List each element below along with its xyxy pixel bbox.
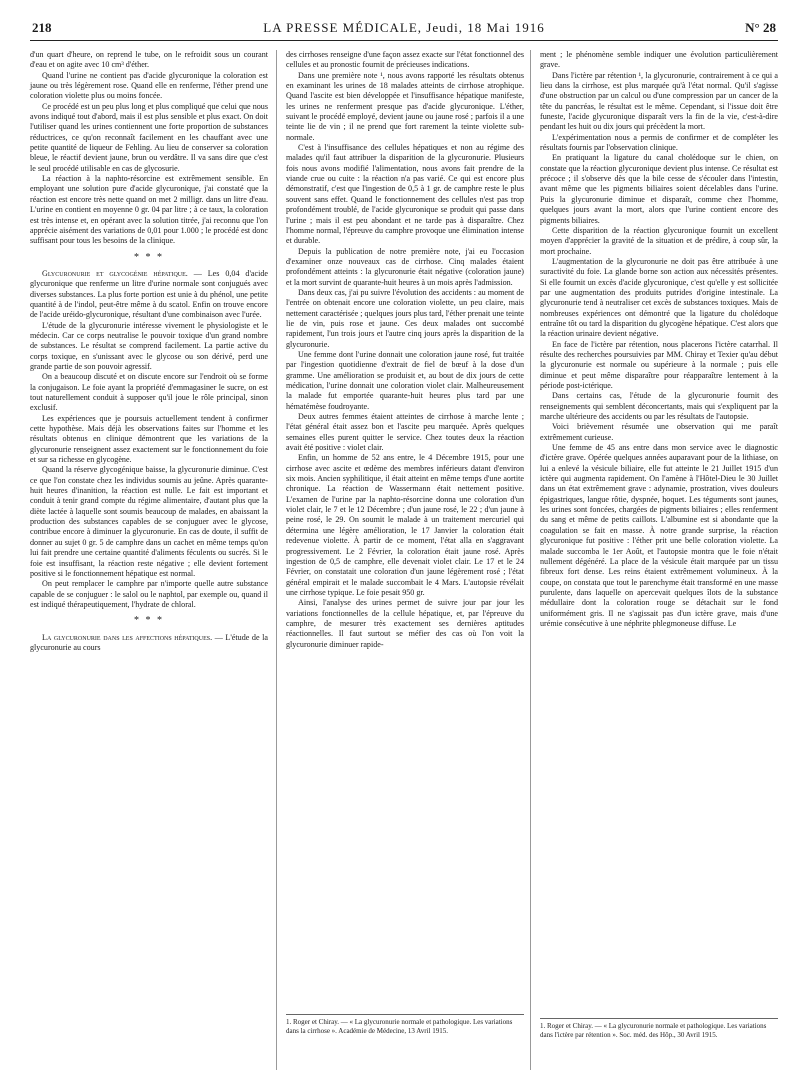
section-paragraph: Glycuronurie et glycogénie hépatique. — Les 0,04 d'acide glycuronique que renferme un litre d'urine normale sont conjugués avec diverses substances. La plus forte portion est unie à du phénol, une petite quantité à de l'indol, peut-être même à du scatol. Enfin on trouve encore de l'acide uréido-glycuronique, résultant d'une combinaison avec l'urée. [30, 268, 268, 320]
section-paragraph: La glycuronurie dans les affections hépatiques. — L'étude de la glycuronurie au cours [30, 632, 268, 652]
paragraph: des cirrhoses renseigne d'une façon assez exacte sur l'état fonctionnel des cellules et au pronostic fournit de précieuses indications. [286, 50, 524, 70]
column-rule [276, 50, 277, 1070]
paragraph: On peut remplacer le camphre par n'importe quelle autre substance capable de se conjuguer : le salol ou le naphtol, par exemple ou, quand il est indiqué thérapeutiquement, l'hydrate de chloral. [30, 579, 268, 609]
page-header [30, 18, 778, 41]
paragraph: En pratiquant la ligature du canal cholédoque sur le chien, on constate que la réaction glycuronique devient plus intense. Ce résultat est précoce ; il s'observe dès que la bile cesse de s'écouler dans l'intestin, avant même que les pigments biliaires soient décelables dans l'urine. Puis la glycuronurie diminue et disparaît, comme chez l'homme, quelques jours avant la mort, alors que l'urine contient encore des pigments biliaires. [540, 153, 778, 225]
column-3 [540, 50, 778, 1070]
paragraph: Dans certains cas, l'étude de la glycuronurie fournit des renseignements qui semblent déconcertants, mais qui s'expliquent par la marche ultérieure des accidents ou par les résultats de l'autopsie. [540, 391, 778, 422]
paragraph: L'augmentation de la glycuronurie ne doit pas être attribuée à une suractivité du foie. La glande borne son action aux nécessités présentes. Si elle fournit un excès d'acide glycuronique, c'est qu'elle y est sollicitée par une augmentation des produits putrides d'origine intestinale. La glycuronurie tend à neutraliser cet excès de substances toxiques. Mais de nombreuses expériences ont démontré que la ligature du cholédoque entraîne tôt ou tard la disparition du glycogène hépatique. C'est alors que la réaction urinaire devient négative. [540, 256, 778, 339]
paragraph: L'expérimentation nous a permis de confirmer et de compléter les résultats fournis par l'observation clinique. [540, 132, 778, 153]
paragraph: On a beaucoup discuté et on discute encore sur l'endroit où se forme la conjugaison. Le foie ayant la propriété d'emmagasiner le sucre, on est tout naturellement conduit à supposer qu'il joue le rôle principal, sinon exclusif. [30, 372, 268, 413]
column-2 [286, 50, 524, 1070]
paragraph: Les expériences que je poursuis actuellement tendent à confirmer cette hypothèse. Mais déjà les observations faites sur l'homme et les résultats obtenus en clinique démontrent que les variations de la glycuronurie renseignent assez exactement sur le fonctionnement du foie et sur sa richesse en glycogène. [30, 413, 268, 465]
paragraph: Une femme dont l'urine donnait une coloration jaune rosé, fut traitée par l'ingestion quotidienne d'extrait de fiel de bœuf à la dose d'un gramme. Une amélioration se produisit et, au bout de dix jours de cette médication, l'urine donnait une coloration violet clair. Malheureusement la malade fut emportée quarante-huit heures plus tard par une hématémèse foudroyante. [286, 349, 524, 411]
section-heading: Glycuronurie et glycogénie hépatique. [42, 268, 188, 278]
paragraph: Cette disparition de la réaction glycuronique fournit un excellent moyen d'apprécier la gravité de la situation et de prédire, à coup sûr, la mort prochaine. [540, 225, 778, 256]
page-number: 218 [32, 20, 52, 35]
paragraph: C'est à l'insuffisance des cellules hépatiques et non au régime des malades qu'il faut attribuer la disparition de la glycuronurie. Plusieurs fois nous avons modifié l'alimentation, nous avons fait prendre de la viande crue ou cuite : la réaction n'a pas varié. Ce qui est encore plus démonstratif, c'est que l'ingestion de 0,5 à 1 gr. de camphre reste le plus souvent sans effet. Quand le fonctionnement des cellules n'est pas trop profondément troublé, de l'acide glycuronique se produit qui passe dans l'urine ; mais il est peu abondant et ne tarde pas à disparaître. Chez l'homme normal, l'épreuve du camphre provoque une élimination intense et durable. [286, 143, 524, 246]
paragraph: L'étude de la glycuronurie intéresse vivement le physiologiste et le médecin. Car ce corps neutralise le pouvoir toxique d'un grand nombre de substances. Le résultat se comprend facilement. La partie active du corps toxique, en s'unissant avec le glycose ou son dérivé, perd une grande partie de son pouvoir agressif. [30, 320, 268, 371]
paragraph: Une femme de 45 ans entre dans mon service avec le diagnostic d'ictère grave. Opérée quelques années auparavant pour de la lithiase, on lui a enlevé la vésicule biliaire, elle fut atteinte le 21 Juillet 1915 d'un ictère qui augmenta rapidement. On l'amène à l'Hôtel-Dieu le 30 Juillet dans un état extrêmement grave : adynamie, prostration, vives douleurs épigastriques, langue rôtie, dyspnée, hoquet. Les téguments sont jaunes, les urines sont foncées, chargées de pigments biliaires ; elles renferment du sang et même de petits caillots. L'albumine est si abondante que la coagulation se fait en masse. À notre grande surprise, la réaction glycuronique fut positive : l'éther prit une belle coloration violette. La malade succomba le 1er Août, et l'autopsie montra que le foie n'était nullement dégénéré. La place de la vésicule était marquée par un tissu fibreux fort dense. Les reins étaient extrêmement volumineux. À la coupe, on constata que tout le parenchyme était transformé en une masse purulente, dans laquelle on apercevait quelques îlots de la substance médullaire dont la coloration rouge se détachait sur le fond uniformément gris. Il ne s'agissait pas d'un ictère grave, mais d'une urémie consécutive à une néphrite phlegmoneuse diffuse. Le [540, 443, 778, 628]
paragraph: Quand la réserve glycogénique baisse, la glycuronurie diminue. C'est ce que l'on constate chez les individus soumis au jeûne. Après quarante-huit heures d'inanition, la réaction est nulle. Le fait est important et conduit à tenir grand compte du régime alimentaire, d'autant plus que la diète lactée à laquelle sont soumis beaucoup de malades, en abaissant la production des substances capables de se conjuguer avec le glycose, contribue encore à diminuer la glycuronurie. En cas de doute, il suffit de donner au sujet 0 gr. 5 de camphre dans un cachet en même temps qu'on lui fait prendre une certaine quantité d'aliments féculents ou sucrés. Si le foie est insuffisant, la réaction reste négative ; elle devient fortement positive si le fonctionnement hépatique est normal. [30, 465, 268, 578]
paragraph: Depuis la publication de notre première note, j'ai eu l'occasion d'examiner onze nouveaux cas de cirrhose. Cinq malades étaient profondément atteints : la glycuronurie était négative (coloration jaune) et la mort survint de quarante-huit heures à un mois après l'admission. [286, 246, 524, 287]
section-separator: * * * [134, 251, 164, 263]
footnote: 1. Roger et Chiray. — « La glycuronurie normale et pathologique. Les variations dans l'ictère par rétention ». Soc. méd. des Hôp., 30 Avril 1915. [540, 1018, 778, 1039]
paragraph: Deux autres femmes étaient atteintes de cirrhose à marche lente ; l'état général était assez bon et l'ascite peu marquée. Après quelques semaines elles purent quitter le service. Chez toutes deux la réaction avait été positive : violet clair. [286, 412, 524, 453]
journal-title: LA PRESSE MÉDICALE, Jeudi, 18 Mai 1916 [263, 20, 545, 35]
paragraph: Ce procédé est un peu plus long et plus compliqué que celui que nous avons indiqué tout d'abord, mais il est plus sensible et plus exact. On doit l'utiliser quand les urines contiennent une forte proportion de substances réductrices, ce qu'on reconnaît facilement en les chauffant avec une petite quantité de liqueur de Fehling. Au lieu de conserver sa coloration bleue, le réactif devient jaune, brun ou verdâtre. Il va sans dire que c'est le seul procédé utilisable en cas de glycosurie. [30, 101, 268, 173]
paragraph: Dans l'ictère par rétention ¹, la glycuronurie, contrairement à ce qui a lieu dans la cirrhose, est plus marquée qu'à l'état normal. Qu'il s'agisse d'une obstruction par un calcul ou d'une compression par un cancer de la tête du pancréas, le résultat est le même. Cependant, si l'issue doit être funeste, l'acide glycuronique disparaît vers la fin de la vie, c'est-à-dire pendant les huit ou dix jours qui précèdent la mort. [540, 70, 778, 132]
paragraph: Ainsi, l'analyse des urines permet de suivre jour par jour les variations fonctionnelles de la cellule hépatique, et, par l'épreuve du camphre, de mesurer très exactement ses dernières aptitudes réactionnelles. Il faut surtout se méfier des cas où l'on voit la glycuronurie diminuer rapide- [286, 598, 524, 649]
issue-number: N° 28 [745, 20, 776, 35]
column-rule [530, 50, 531, 1070]
paragraph: Voici brièvement résumée une observation qui me paraît extrêmement curieuse. [540, 422, 778, 442]
paragraph: En face de l'ictère par rétention, nous placerons l'ictère catarrhal. Il résulte des recherches poursuivies par MM. Chiray et Texier qu'au début la glycuronurie est normale ou supérieure à la normale ; puis elle diminue et peut même disparaître pour réapparaître lentement à la période post-ictérique. [540, 339, 778, 390]
paragraph: ment ; le phénomène semble indiquer une évolution particulièrement grave. [540, 50, 778, 70]
section-heading: La glycuronurie dans les affections hépatiques. [42, 632, 213, 642]
section-separator: * * * [134, 615, 164, 627]
paragraph: d'un quart d'heure, on reprend le tube, on le refroidit sous un courant d'eau et on agite avec 10 cm³ d'éther. [30, 50, 268, 70]
paragraph: Dans deux cas, j'ai pu suivre l'évolution des accidents : au moment de l'entrée on obtenait encore une coloration violette, un peu claire, mais nettement caractérisée ; quelques jours plus tard, l'éther prenait une teinte lie de vin, puis rose et jaune. Ces deux malades ont succombé rapidement, l'un trois jours et l'autre cinq jours après la disparition de la glycuronurie. [286, 287, 524, 349]
column-1 [30, 50, 268, 1070]
paragraph: Quand l'urine ne contient pas d'acide glycuronique la coloration est jaune ou très légèrement rose. Quand elle en renferme, l'éther prend une coloration violette plus ou moins foncée. [30, 70, 268, 101]
footnote: 1. Roger et Chiray. — « La glycuronurie normale et pathologique. Les variations dans la cirrhose ». Académie de Médecine, 13 Avril 1915. [286, 1014, 524, 1035]
paragraph: Dans une première note ¹, nous avons rapporté les résultats obtenus en examinant les urines de 18 malades atteints de cirrhose atrophique. Quand l'ascite est bien développée et l'insuffisance hépatique manifeste, les urines ne renferment presque pas d'acide glycuronique. L'éther, suivant le procédé employé, devient jaune ou jaune rosé ; parfois il a une teinte lie de vin ; il ne prend que fort rarement la teinte violette sub-normale. [286, 70, 524, 142]
paragraph: La réaction à la naphto-résorcine est extrêmement sensible. En employant une solution pure d'acide glycuronique, j'ai constaté que la réaction est encore très nette quand on met 2 milligr. dans un litre d'eau. L'urine en contient en moyenne 0 gr. 04 par litre ; à ce taux, la coloration est très intense et, en opérant avec la solution titrée, j'ai reconnu que l'on apprécie aisément des variations de 0,01 pour 1.000 ; le procédé est donc suffisant pour tous les besoins de la clinique. [30, 174, 268, 246]
paragraph: Enfin, un homme de 52 ans entre, le 4 Décembre 1915, pour une cirrhose avec ascite et œdème des membres inférieurs datant d'environ six mois. Ancien syphilitique, il était atteint en même temps d'une aortite chronique. La réaction de Wassermann était nettement positive. L'examen de l'urine par la naphto-résorcine donna une coloration d'un violet clair, le 7 et le 12 Décembre ; d'un jaune rosé, le 22 ; d'un jaune à peine rosé, le 29. On soumit le malade à un traitement mercuriel qui détermina une légère amélioration, le 17 Janvier la coloration était redevenue violette. À partir de ce moment, l'état alla en s'aggravant progressivement. Le 2 Février, la coloration était jaune rosé. Après ingestion de 0,5 de camphre, elle devenait violet clair. Le 17 et le 24 Février, on constatait une coloration d'un jaune légèrement rosé ; l'état général empirait et le malade succombait le 4 Mars. L'autopsie révélait une cirrhose typique. Le foie pesait 950 gr. [286, 453, 524, 597]
